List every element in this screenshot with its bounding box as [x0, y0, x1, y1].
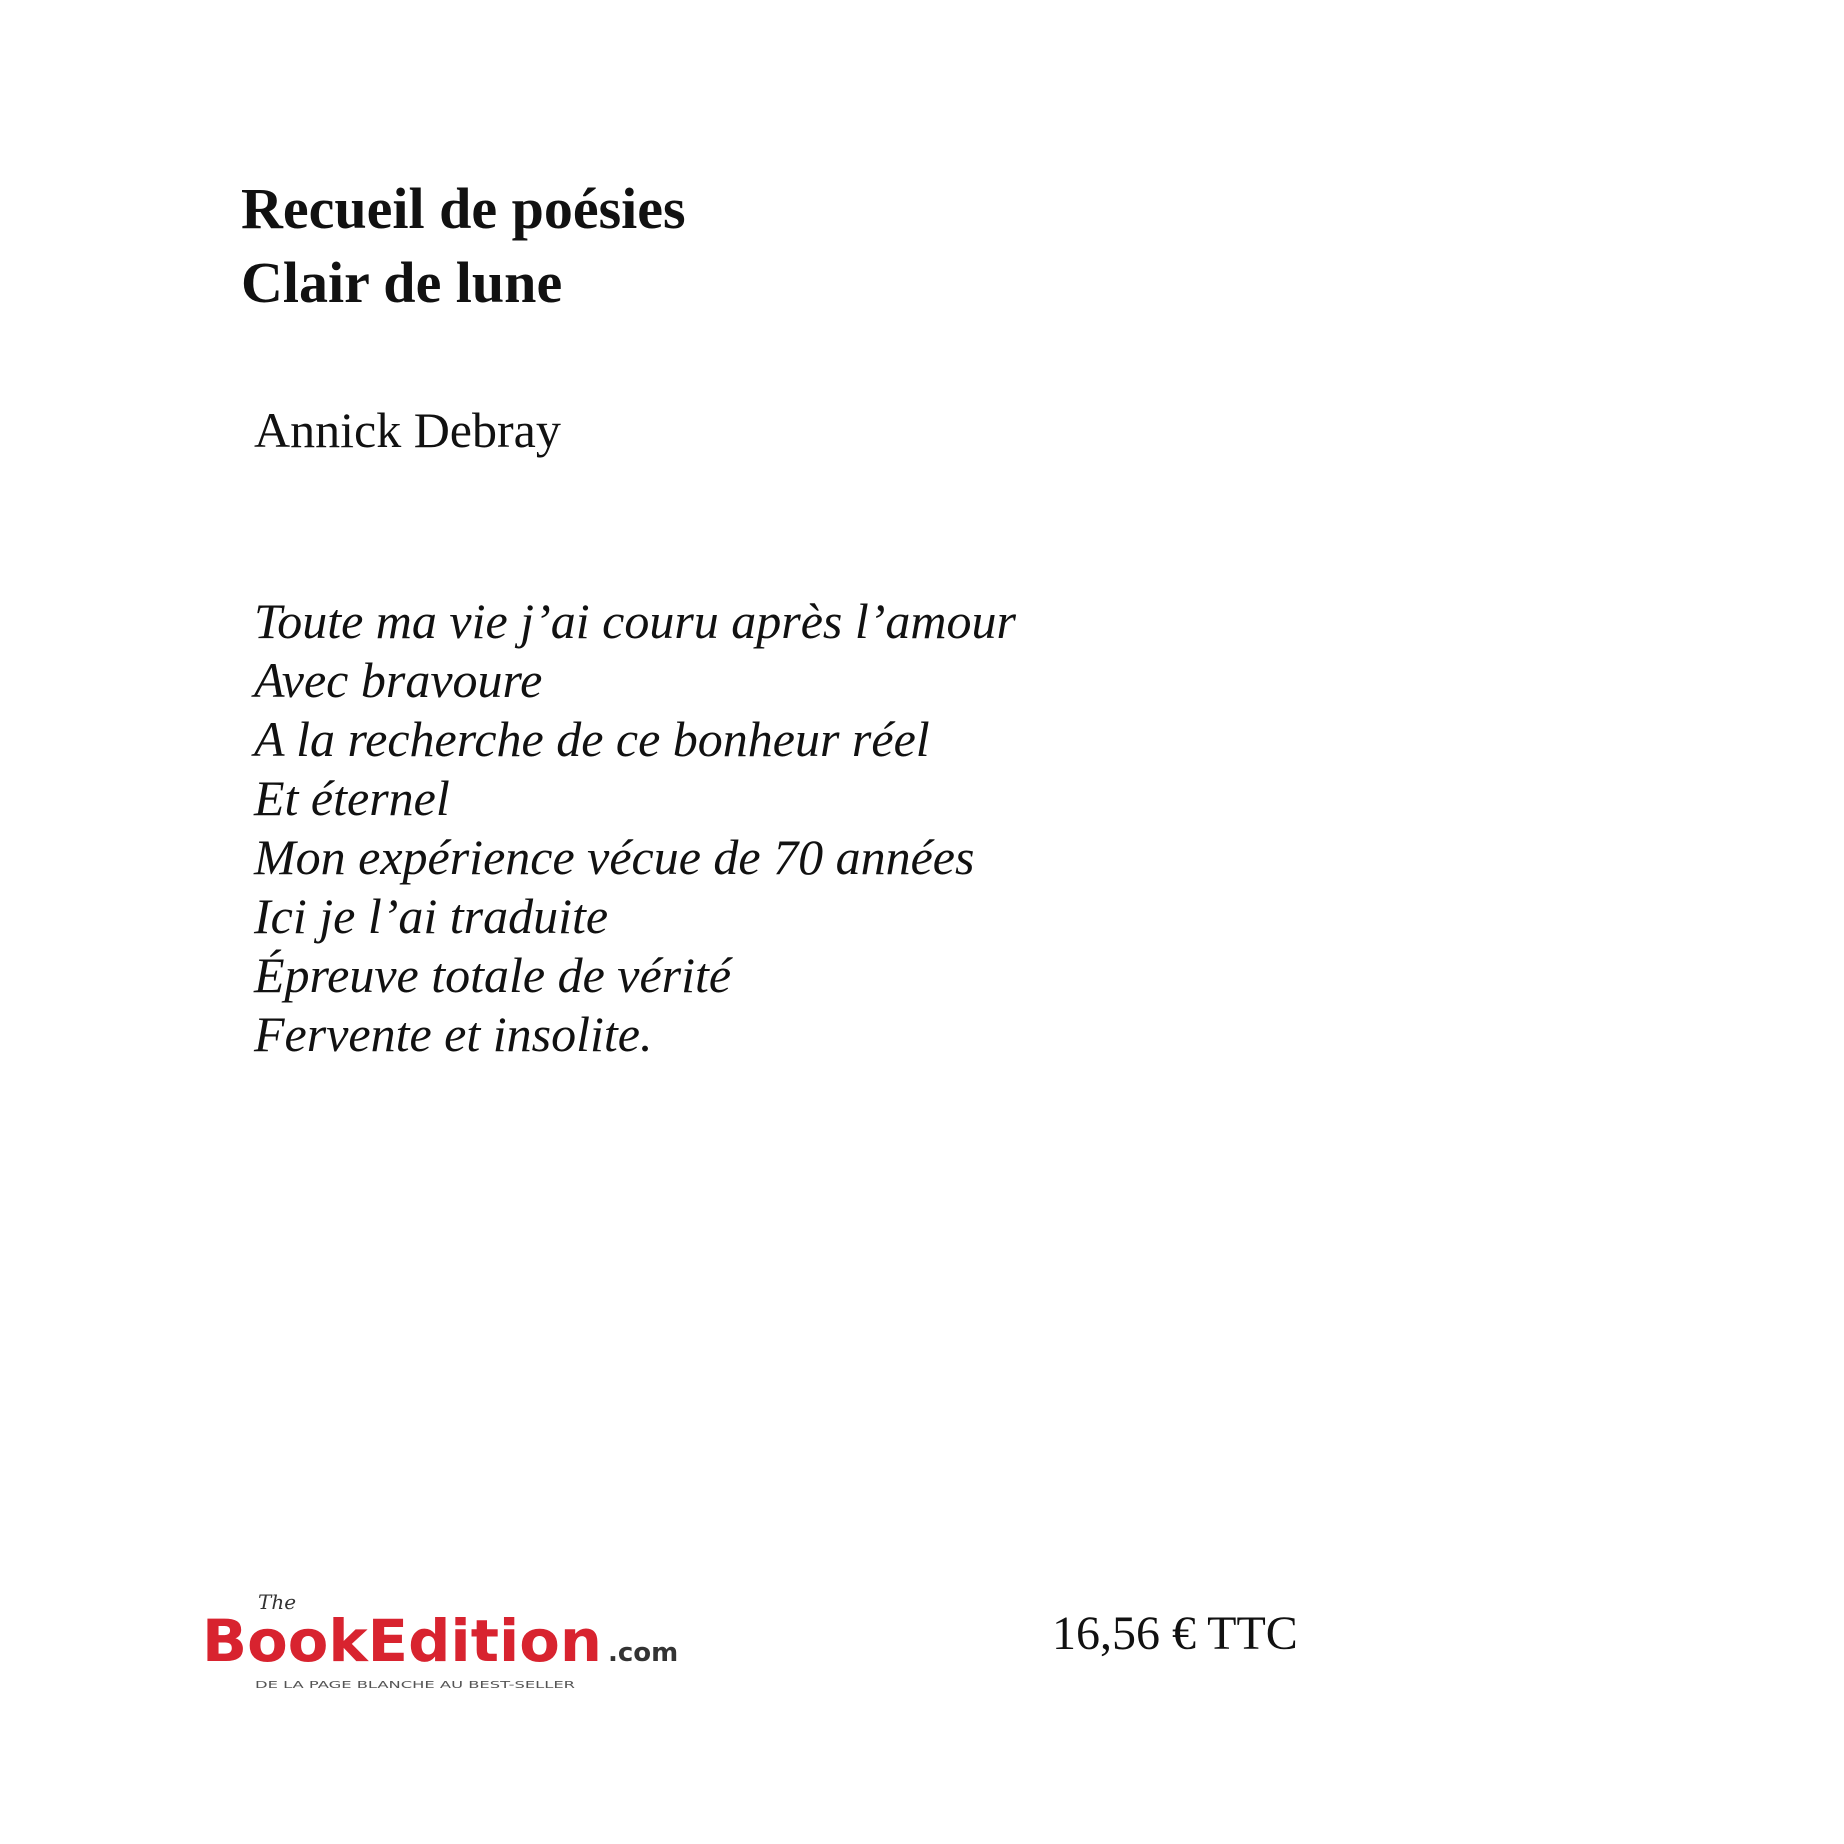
- book-title-line-2: Clair de lune: [241, 250, 563, 315]
- logo-name-text: BookEdition: [202, 1607, 602, 1675]
- poem-line: Toute ma vie j’ai couru après l’amour: [254, 593, 1016, 649]
- poem-line: Épreuve totale de vérité: [254, 947, 732, 1003]
- poem-line: Et éternel: [254, 770, 450, 826]
- poem-line: Avec bravoure: [254, 652, 543, 708]
- price-label: 16,56 € TTC: [1052, 1607, 1298, 1660]
- author-name: Annick Debray: [254, 402, 561, 458]
- logo-suffix: .com: [608, 1638, 679, 1668]
- publisher-logo: [200, 1585, 680, 1705]
- book-title-line-1: Recueil de poésies: [241, 176, 686, 241]
- poem-line: Fervente et insolite.: [254, 1006, 653, 1062]
- logo-tagline: DE LA PAGE BLANCHE AU BEST-SELLER: [255, 1680, 576, 1691]
- logo-name: [202, 1607, 602, 1675]
- book-title: [241, 172, 686, 320]
- poem-line: A la recherche de ce bonheur réel: [254, 711, 930, 767]
- poem-line: Mon expérience vécue de 70 années: [254, 829, 975, 885]
- poem-line: Ici je l’ai traduite: [254, 888, 609, 944]
- poem-excerpt: [254, 592, 1016, 1064]
- logo-prefix: The: [258, 1590, 297, 1614]
